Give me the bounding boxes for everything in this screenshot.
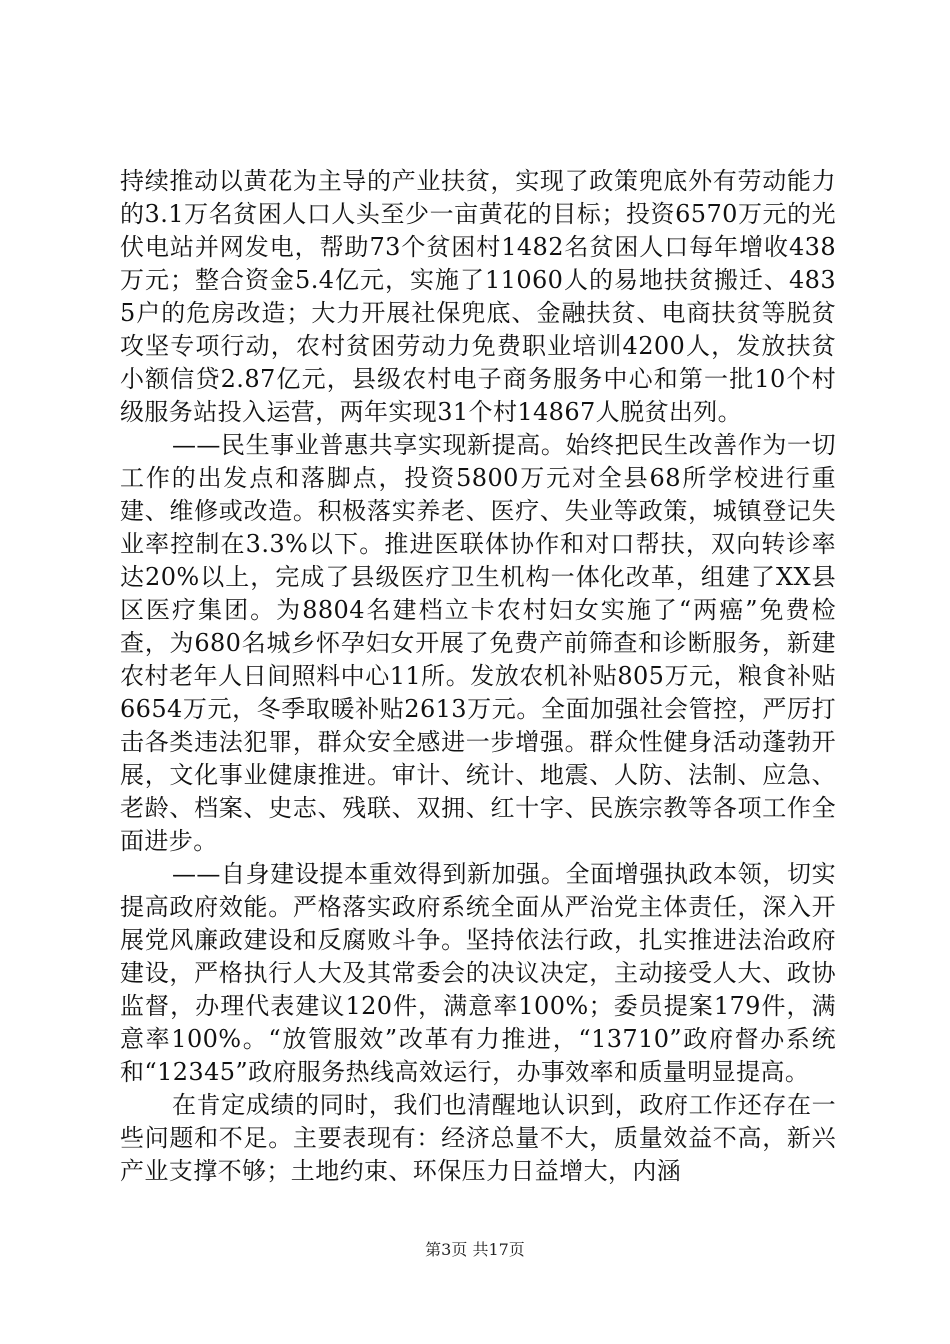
paragraph-livelihood: ——民生事业普惠共享实现新提高。始终把民生改善作为一切工作的出发点和落脚点，投资5800万元对全县68所学校进行重建、维修或改造。积极落实养老、医疗、失业等政策，城镇登记失业率控制在3.3%以下。推进医联体协作和对口帮扶，双向转诊率达20%以上，完成了县级医疗卫生机构一体化改革，组建了XX县区医疗集团。为8804名建档立卡农村妇女实施了“两癌”免费检查，为680名城乡怀孕妇女开展了免费产前筛查和诊断服务，新建农村老年人日间照料中心11所。发放农机补贴805万元，粮食补贴6654万元，冬季取暖补贴2613万元。全面加强社会管控，严厉打击各类违法犯罪，群众安全感进一步增强。群众性健身活动蓬勃开展，文化事业健康推进。审计、统计、地震、人防、法制、应急、老龄、档案、史志、残联、双拥、红十字、民族宗教等各项工作全面进步。 (120, 431, 836, 855)
paragraph-self-construction: ——自身建设提本重效得到新加强。全面增强执政本领，切实提高政府效能。严格落实政府系统全面从严治党主体责任，深入开展党风廉政建设和反腐败斗争。坚持依法行政，扎实推进法治政府建设，严格执行人大及其常委会的决议决定，主动接受人大、政协监督，办理代表建议120件，满意率100%；委员提案179件，满意率100%。“放管服效”改革有力推进，“13710”政府督办系统和“12345”政府服务热线高效运行，办事效率和质量明显提高。 (120, 860, 836, 1086)
page-footer: 第3页 共17页 (425, 1240, 525, 1259)
paragraph-problems: 在肯定成绩的同时，我们也清醒地认识到，政府工作还存在一些问题和不足。主要表现有：经济总量不大，质量效益不高，新兴产业支撑不够；土地约束、环保压力日益增大，内涵 (120, 1091, 836, 1185)
document-body (120, 165, 836, 1188)
paragraph-poverty-alleviation: 持续推动以黄花为主导的产业扶贫，实现了政策兜底外有劳动能力的3.1万名贫困人口人头至少一亩黄花的目标；投资6570万元的光伏电站并网发电，帮助73个贫困村1482名贫困人口每年增收438万元；整合资金5.4亿元，实施了11060人的易地扶贫搬迁、4835户的危房改造；大力开展社保兜底、金融扶贫、电商扶贫等脱贫攻坚专项行动，农村贫困劳动力免费职业培训4200人，发放扶贫小额信贷2.87亿元，县级农村电子商务服务中心和第一批10个村级服务站投入运营，两年实现31个村14867人脱贫出列。 (120, 167, 836, 426)
